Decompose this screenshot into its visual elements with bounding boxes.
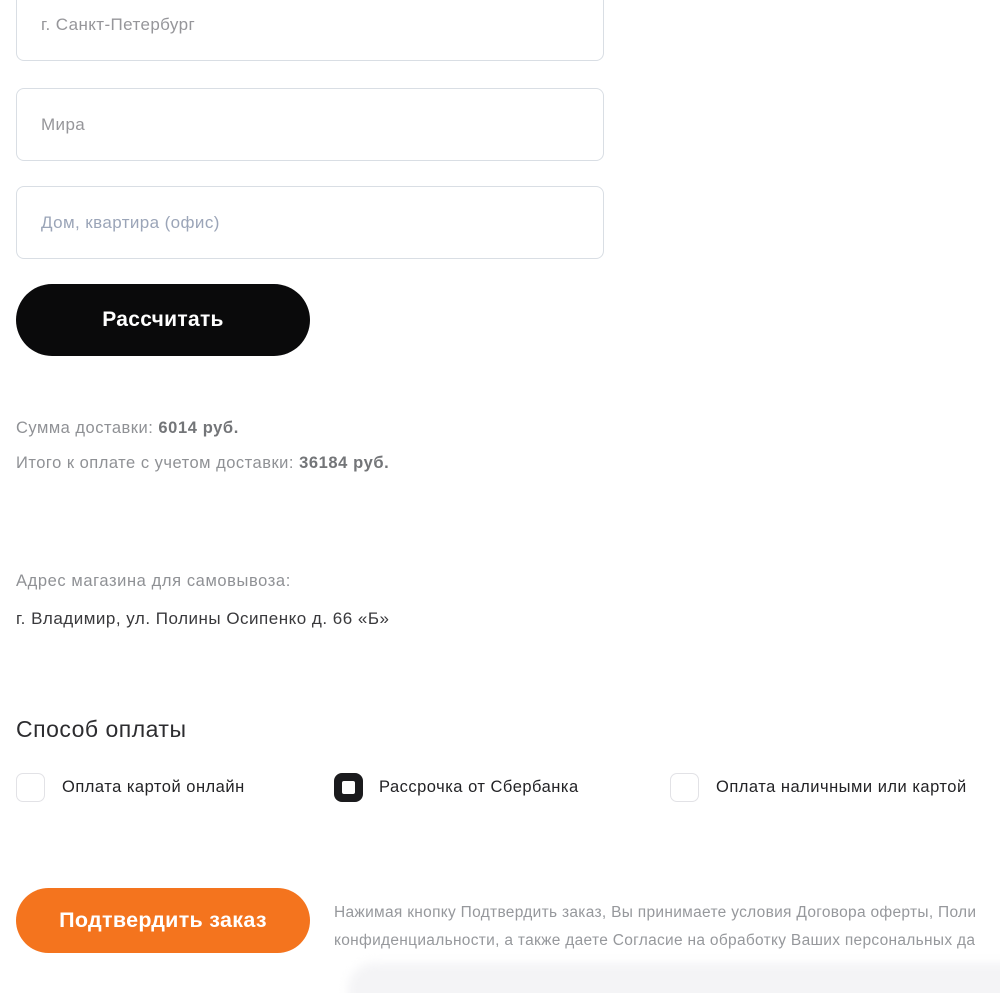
pickup-address-value: г. Владимир, ул. Полины Осипенко д. 66 «Б» <box>16 609 390 628</box>
checkbox-cash-or-card[interactable] <box>670 773 699 802</box>
city-input[interactable] <box>16 0 604 61</box>
legal-line-1: Нажимая кнопку Подтвердить заказ, Вы принимаете условия Договора оферты, Поли <box>334 904 977 921</box>
checkbox-card-online[interactable] <box>16 773 45 802</box>
legal-line-2: конфиденциальности, а также даете Согласие на обработку Ваших персональных да <box>334 932 976 949</box>
payment-option-cash-or-card <box>670 772 967 802</box>
total-sum-label: Итого к оплате с учетом доставки: <box>16 454 300 472</box>
confirm-order-button[interactable]: Подтвердить заказ <box>16 888 310 953</box>
total-sum-line <box>16 454 389 473</box>
delivery-sum-label: Сумма доставки: <box>16 419 159 437</box>
delivery-sum-line <box>16 419 239 438</box>
pickup-address-label: Адрес магазина для самовывоза: <box>16 572 291 590</box>
delivery-sum-value: 6014 руб. <box>158 419 239 437</box>
calculate-delivery-button[interactable]: Рассчитать <box>16 284 310 356</box>
payment-method-title: Способ оплаты <box>16 716 187 742</box>
street-input[interactable] <box>16 88 604 161</box>
checked-indicator-icon <box>342 781 355 794</box>
payment-option-label[interactable]: Оплата наличными или картой <box>716 777 967 796</box>
total-sum-value: 36184 руб. <box>299 454 390 472</box>
payment-option-installment-sberbank <box>334 772 579 802</box>
house-apartment-input[interactable] <box>16 186 604 259</box>
payment-option-label[interactable]: Оплата картой онлайн <box>62 777 245 796</box>
legal-disclaimer <box>334 899 1000 955</box>
payment-option-card-online <box>16 772 245 802</box>
payment-option-label[interactable]: Рассрочка от Сбербанка <box>379 777 579 796</box>
next-section-panel-edge <box>348 963 1000 993</box>
checkbox-installment-sberbank[interactable] <box>334 773 363 802</box>
